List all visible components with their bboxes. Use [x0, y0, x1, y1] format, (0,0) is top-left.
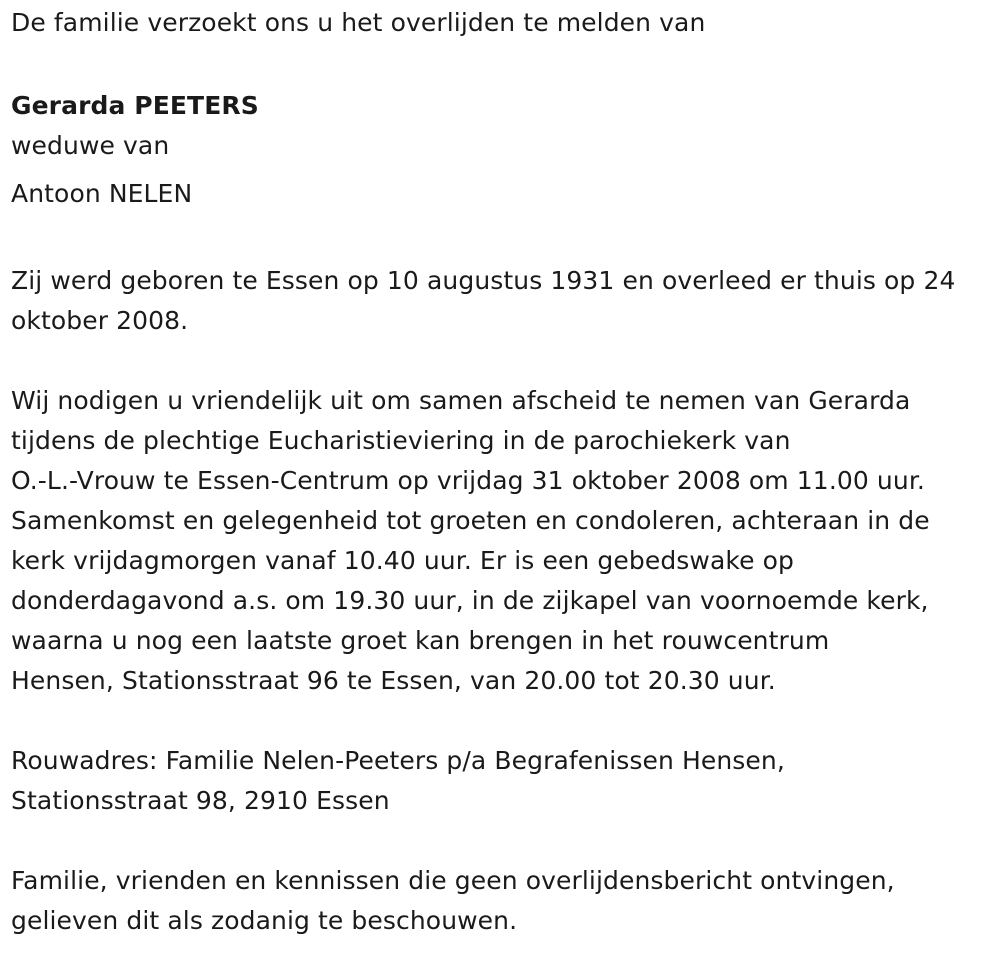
- intro-text: De familie verzoekt ons u het overlijden te melden van: [11, 8, 706, 37]
- closing-paragraph: [11, 861, 895, 941]
- paragraph-line: oktober 2008.: [11, 306, 189, 335]
- paragraph-line: Hensen, Stationsstraat 96 te Essen, van 20.00 tot 20.30 uur.: [11, 666, 776, 695]
- paragraph-line: gelieven dit als zodanig te beschouwen.: [11, 906, 518, 935]
- paragraph-line: kerk vrijdagmorgen vanaf 10.40 uur. Er is een gebedswake op: [11, 546, 794, 575]
- paragraph-line: Rouwadres: Familie Nelen-Peeters p/a Begrafenissen Hensen,: [11, 746, 785, 775]
- paragraph-line: Samenkomst en gelegenheid tot groeten en condoleren, achteraan in de: [11, 506, 930, 535]
- paragraph-line: tijdens de plechtige Eucharistieviering in de parochiekerk van: [11, 426, 791, 455]
- paragraph-line: waarna u nog een laatste groet kan brengen in het rouwcentrum: [11, 626, 830, 655]
- paragraph-line: Stationsstraat 98, 2910 Essen: [11, 786, 390, 815]
- paragraph-line: Zij werd geboren te Essen op 10 augustus 1931 en overleed er thuis op 24: [11, 266, 956, 295]
- paragraph-line: Familie, vrienden en kennissen die geen overlijdensbericht ontvingen,: [11, 866, 895, 895]
- intro-paragraph: [11, 3, 705, 43]
- mourning-address-paragraph: [11, 741, 785, 821]
- invitation-paragraph: [11, 381, 930, 701]
- spouse-name: Antoon NELEN: [11, 179, 193, 208]
- birth-death-paragraph: [11, 261, 955, 341]
- deceased-name: Gerarda PEETERS: [11, 91, 259, 120]
- paragraph-line: O.-L.-Vrouw te Essen-Centrum op vrijdag 31 oktober 2008 om 11.00 uur.: [11, 466, 925, 495]
- paragraph-line: Wij nodigen u vriendelijk uit om samen afscheid te nemen van Gerarda: [11, 386, 911, 415]
- relation-text: weduwe van: [11, 131, 170, 160]
- paragraph-line: donderdagavond a.s. om 19.30 uur, in de zijkapel van voornoemde kerk,: [11, 586, 929, 615]
- name-block: [11, 82, 259, 218]
